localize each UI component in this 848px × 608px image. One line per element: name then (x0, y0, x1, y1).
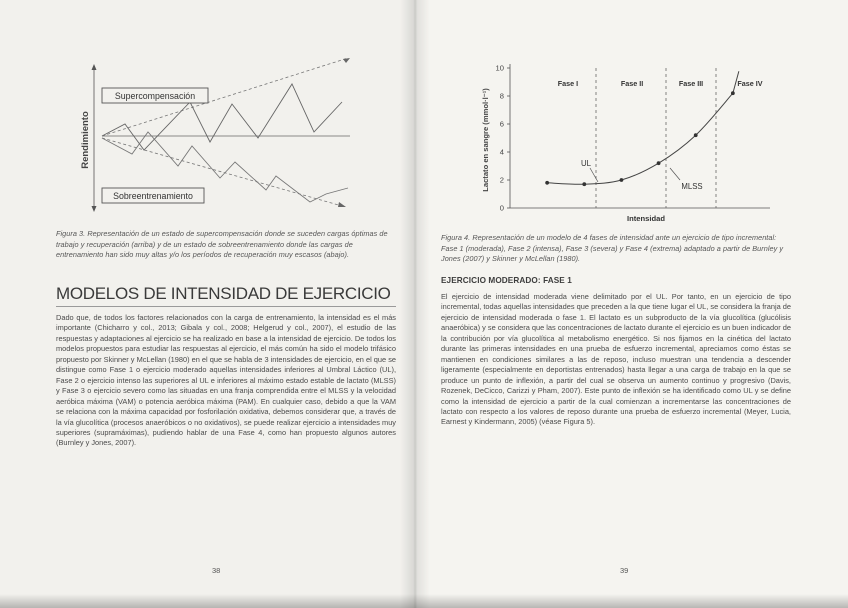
ul-pointer (590, 168, 598, 182)
y-axis-arrow-down (92, 206, 97, 212)
y-tick-label-10: 10 (495, 63, 504, 73)
book-gutter-shadow (400, 0, 430, 608)
page-number-left: 38 (212, 566, 221, 575)
y-tick-label-6: 6 (499, 119, 504, 129)
y-axis-label: Lactato en sangre (mmol·l⁻¹) (481, 88, 490, 192)
upward-trend-arrow (343, 58, 350, 63)
section-heading: MODELOS DE INTENSIDAD DE EJERCICIO (56, 284, 396, 307)
y-axis-label: Rendimiento (80, 111, 91, 169)
lactate-point-6 (731, 91, 735, 95)
mlss-annotation: MLSS (681, 182, 703, 191)
figure-3-caption-text: Representación de un estado de supercompensación donde se suceden cargas óptimas de trabajo y recuperación (arriba) y de un estado de sobreentrenamiento donde las cargas de entrenamiento han sido muy altas y/o los períodos de recuperación muy escasos (abajo). (56, 229, 388, 260)
page-bottom-edge (0, 594, 848, 608)
left-body-text: Dado que, de todos los factores relacionados con la carga de entrenamiento, la intensidad es el más importante (Chicharro y col., 2013; Gibala y col., 2008; Helgerud y col., 2007), el estudio de las respuestas y adaptaciones al ejercicio se ha realizado en base a la intensidad de ejercicio. De todos los modelos propuestos para estudiar las respuestas al ejercicio, el más común ha sido el modelo trifásico propuesto por Skinner y McLellan (1980) en el que se habla de 3 intensidades de ejercicio, en el que se distingue como Fase 1 o ejercicio moderado aquellas intensidades inferiores al Umbral Láctico (UL), Fase 2 o ejercicio intenso las superiores al UL e inferiores al máximo estado estable de lactato (MLSS) y Fase 3 o ejercicio severo como las situadas en una franja comprendida entre el MLSS y la velocidad aeróbica máxima (VAM) o potencia aeróbica máxima (PAM). En cualquier caso, debido a que la VAM se relaciona con la máxima capacidad por fosforilación oxidativa, debemos considerar que, a través de la vía glucolítica (procesos anaeróbicos o no oxidativos), se puede realizar ejercicio a intensidades muy superiores (supramáximas), pudiendo hablar de una Fase 4, como han propuesto algunos autores (Burnley y Jones, 2007). (56, 313, 396, 448)
overtraining-label: Sobreentrenamiento (113, 191, 193, 201)
lactate-point-1 (545, 181, 549, 185)
page-number-right: 39 (620, 566, 629, 575)
supercompensation-label: Supercompensación (114, 91, 196, 101)
figure-3 (80, 58, 380, 218)
figure-4 (470, 58, 782, 228)
figure-4-caption-label: Figura 4. (441, 233, 471, 242)
phase-label-1: Fase I (557, 79, 579, 88)
y-axis-arrow-up (92, 64, 97, 70)
ul-annotation: UL (581, 159, 591, 168)
phase-label-4: Fase IV (737, 79, 763, 88)
lactate-point-3 (620, 178, 624, 182)
y-tick-label-2: 2 (499, 175, 504, 185)
figure-4-caption (441, 233, 789, 265)
lactate-point-4 (657, 161, 661, 165)
mlss-pointer (670, 168, 680, 180)
y-tick-label-4: 4 (499, 147, 504, 157)
subheading: EJERCICIO MODERADO: FASE 1 (441, 276, 572, 285)
phase-label-2: Fase II (620, 79, 644, 88)
lactate-point-2 (582, 182, 586, 186)
figure-3-caption-label: Figura 3. (56, 229, 86, 238)
lactate-point-5 (694, 133, 698, 137)
downward-trend-arrow (338, 202, 346, 207)
right-body-text: El ejercicio de intensidad moderada viene delimitado por el UL. Por tanto, en un ejercicio de tipo incremental, todas aquellas intensidades que preceden a la que tiene lugar el UL, se considera la franja de ejercicio de intensidad moderada o fase 1. El lactato es un subproducto de la vía glucolítica (glucólisis anaeróbica) y se considera que las concentraciones de lactato durante el ejercicio es un buen indicador de la contribución por vía glucolítica al metabolismo energético. Si nos fijamos en la cinética del lactato durante las primeras intensidades en una prueba de esfuerzo incremental, apreciamos como éstas se mantienen en condiciones similares a las de reposo, incluso muestran una tendencia a descender ligeramente (especialmente en deportistas entrenados) hasta llegar a una carga de trabajo en la que se produce un punto de inflexión, a partir del cual se observa un aumento continuo y progresivo (Davis, Rozenek, DeCicco, Carizzi y Pham, 2007). Este punto de inflexión se ha identificado como UL y se define como la intensidad de ejercicio a partir de la cual comienzan a incrementarse las concentraciones de lactato con respecto a los valores de reposo durante una prueba de esfuerzo incremental (Meyer, Lucia, Earnest y Kindermann, 2005) (véase Figura 5). (441, 292, 791, 427)
y-tick-label-8: 8 (499, 91, 504, 101)
phase-label-3: Fase III (678, 79, 704, 88)
x-axis-label: Intensidad (627, 214, 665, 223)
right-page (414, 0, 848, 608)
y-tick-label-0: 0 (499, 203, 504, 213)
left-page (0, 0, 414, 608)
y-ticks (496, 64, 510, 213)
figure-4-caption-text: Representación de un modelo de 4 fases de intensidad ante un ejercicio de tipo incremental: Fase 1 (moderada), Fase 2 (intensa), Fase 3 (severa) y Fase 4 (extrema) adaptado a partir de Burnley y Jones (2007) y Skinner y McLellan (1980). (441, 233, 784, 264)
lactate-curve-line (547, 71, 739, 184)
figure-3-caption (56, 229, 396, 261)
lactate-curve-layer (545, 71, 739, 186)
